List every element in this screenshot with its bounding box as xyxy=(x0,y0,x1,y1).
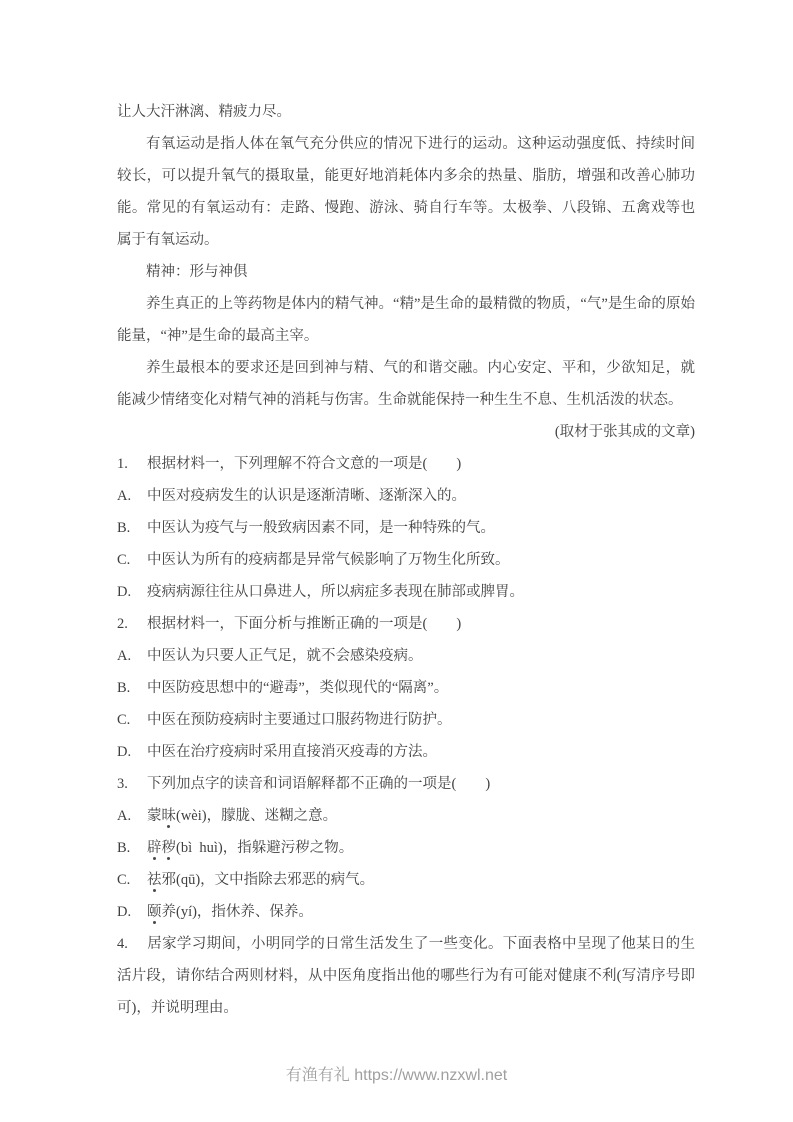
question-2 xyxy=(117,608,695,768)
option-row xyxy=(117,864,695,896)
option-row xyxy=(117,672,695,704)
footer-text: 有渔有礼 https://www.nzxwl.net xyxy=(285,1067,508,1084)
option-text: 中医认为所有的疫病都是异常气候影响了万物生化所致。 xyxy=(147,552,510,568)
option-label: D. xyxy=(117,584,132,600)
option-text: 中医认为只要人正气足，就不会感染疫病。 xyxy=(147,648,423,664)
option-label: D. xyxy=(117,904,132,920)
option-label: A. xyxy=(117,648,132,664)
option-label: C. xyxy=(117,872,131,888)
question-number: 2. xyxy=(117,616,128,632)
option-text: 疫病病源往往从口鼻进人，所以病症多表现在肺部或脾胃。 xyxy=(147,584,524,600)
option-text: 中医防疫思想中的“避毒”，类似现代的“隔离”。 xyxy=(147,680,449,696)
option-row xyxy=(117,640,695,672)
material-paragraph: 让人大汗淋漓、精疲力尽。 xyxy=(117,104,291,120)
option-row xyxy=(117,544,695,576)
option-label: B. xyxy=(117,840,131,856)
question-number: 1. xyxy=(117,456,128,472)
material-paragraph: 有氧运动是指人体在氧气充分供应的情况下进行的运动。这种运动强度低、持续时间较长，可以提升氧气的摄取量，能更好地消耗体内多余的热量、脂肪，增强和改善心肺功能。常见的有氧运动有：走路、慢跑、游泳、骑自行车等。太极拳、八段锦、五禽戏等也属于有氧运动。 xyxy=(117,136,695,248)
question-stem xyxy=(117,448,695,480)
question-stem-text: 根据材料一，下面分析与推断正确的一项是( ) xyxy=(147,616,462,632)
option-row xyxy=(117,704,695,736)
option-label: C. xyxy=(117,552,131,568)
option-row xyxy=(117,576,695,608)
option-row xyxy=(117,480,695,512)
option-label: C. xyxy=(117,712,131,728)
question-stem-text: 居家学习期间，小明同学的日常生活发生了一些变化。下面表格中呈现了他某日的生活片段，请你结合两则材料，从中医角度指出他的哪些行为有可能对健康不利(写清序号即可)，并说明理由。 xyxy=(117,936,695,1016)
option-label: D. xyxy=(117,744,132,760)
question-4 xyxy=(117,928,695,1024)
option-row xyxy=(117,896,695,928)
material-attribution: (取材于张其成的文章) xyxy=(554,424,695,440)
option-row xyxy=(117,736,695,768)
document-page xyxy=(117,96,695,1024)
option-text: 祛邪(qū)，文中指除去邪恶的病气。 xyxy=(147,872,375,888)
option-label: A. xyxy=(117,808,132,824)
question-3 xyxy=(117,768,695,928)
option-row xyxy=(117,512,695,544)
option-text: 颐养(yí)，指休养、保养。 xyxy=(147,904,313,920)
option-text: 蒙昧(wèi)，朦胧、迷糊之意。 xyxy=(147,808,338,824)
option-row xyxy=(117,832,695,864)
option-text: 中医认为疫气与一般致病因素不同，是一种特殊的气。 xyxy=(147,520,495,536)
question-stem xyxy=(117,608,695,640)
option-text: 中医在预防疫病时主要通过口服药物进行防护。 xyxy=(147,712,452,728)
question-number: 3. xyxy=(117,776,128,792)
material-section xyxy=(117,96,695,448)
question-number: 4. xyxy=(117,936,128,952)
option-text: 中医对疫病发生的认识是逐渐清晰、逐渐深入的。 xyxy=(147,488,466,504)
option-text: 中医在治疗疫病时采用直接消灭疫毒的方法。 xyxy=(147,744,437,760)
question-stem xyxy=(117,928,695,1024)
option-row xyxy=(117,800,695,832)
question-stem-text: 根据材料一，下列理解不符合文意的一项是( ) xyxy=(147,456,462,472)
material-paragraph-heading: 精神：形与神俱 xyxy=(146,264,248,280)
option-text: 辟秽(bì huì)，指躲避污秽之物。 xyxy=(147,840,354,856)
option-label: A. xyxy=(117,488,132,504)
question-stem xyxy=(117,768,695,800)
option-label: B. xyxy=(117,520,131,536)
footer-watermark xyxy=(0,1066,793,1086)
option-label: B. xyxy=(117,680,131,696)
material-paragraph: 养生真正的上等药物是体内的精气神。“精”是生命的最精微的物质，“气”是生命的原始能量，“神”是生命的最高主宰。 xyxy=(117,296,695,344)
material-paragraph: 养生最根本的要求还是回到神与精、气的和谐交融。内心安定、平和，少欲知足，就能减少情绪变化对精气神的消耗与伤害。生命就能保持一种生生不息、生机活泼的状态。 xyxy=(117,360,695,408)
question-stem-text: 下列加点字的读音和词语解释都不正确的一项是( ) xyxy=(147,776,491,792)
question-1 xyxy=(117,448,695,608)
